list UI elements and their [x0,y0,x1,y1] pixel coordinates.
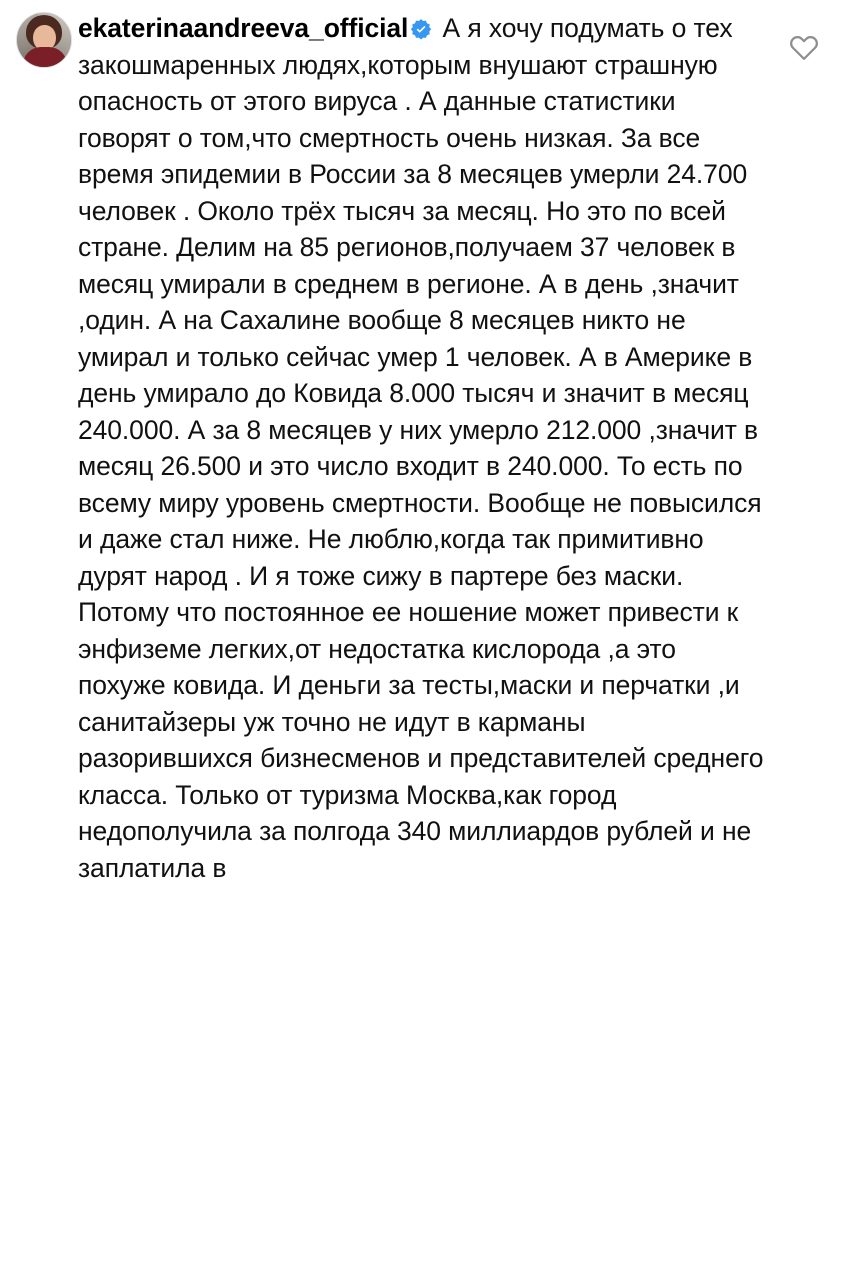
avatar-container[interactable] [16,10,78,68]
avatar[interactable] [16,12,72,68]
like-button[interactable] [772,10,836,62]
comment-body [78,10,772,886]
heart-icon[interactable] [789,32,819,62]
verified-badge-icon [410,13,432,35]
comment-username[interactable]: ekaterinaandreeva_official [78,13,409,43]
comment-text-container [78,10,766,886]
comment-text: А я хочу подумать о тех закошмаренных людях,которым внушают страшную опасность от этого вируса . А данные статистики говорят о том,что смертность очень низкая. За все время эпидемии в России за 8 месяцев умерли 24.700 человек . Около трёх тысяч за месяц. Но это по всей стране. Делим на 85 регионов,получаем 37 человек в месяц умирали в среднем в регионе. А в день ,значит ,один. А на Сахалине вообще 8 месяцев никто не умирал и только сейчас умер 1 человек. А в Америке в день умирало до Ковида 8.000 тысяч и значит в месяц 240.000. А за 8 месяцев у них умерло 212.000 ,значит в месяц 26.500 и это число входит в 240.000. То есть по всему миру уровень смертности. Вообще не повысился и даже стал ниже. Не люблю,когда так примитивно дурят народ . И я тоже сижу в партере без маски. Потому что постоянное ее ношение может привести к энфиземе легких,от недостатка кислорода ,а это похуже ковида. И деньги за тесты,маски и перчатки ,и санитайзеры уж точно не идут в карманы разорившихся бизнесменов и представителей среднего класса. Только от туризма Москва,как город недополучила за полгода 340 миллиардов рублей и не заплатила в [78,13,764,883]
